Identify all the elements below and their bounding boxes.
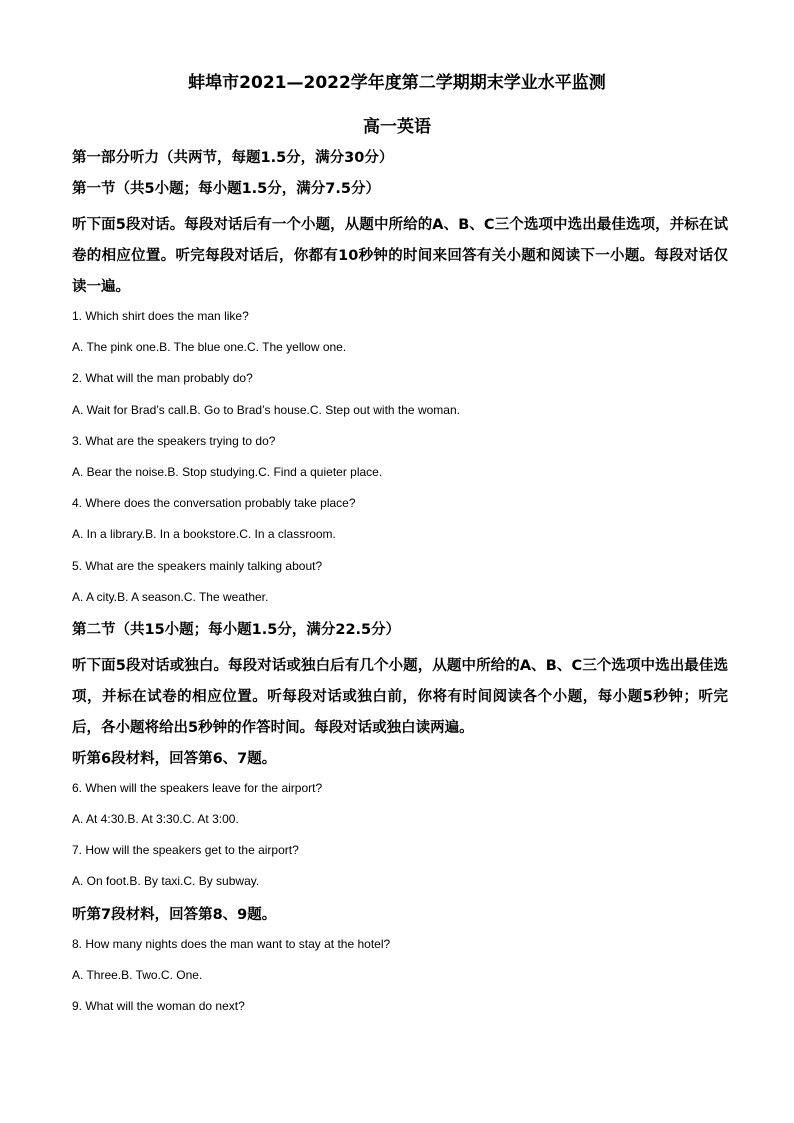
material7-heading: 听第7段材料，回答第8、9题。 — [72, 906, 277, 923]
question-2-options: A. Wait for Brad’s call.B. Go to Brad’s house.C. Step out with the woman. — [72, 402, 460, 417]
exam-content — [72, 148, 728, 1029]
question-5: 5. What are the speakers mainly talking about? — [72, 558, 323, 573]
material6-heading: 听第6段材料，回答第6、7题。 — [72, 750, 277, 767]
question-4-options: A. In a library.B. In a bookstore.C. In a classroom. — [72, 527, 336, 542]
question-8-options: A. Three.B. Two.C. One. — [72, 967, 203, 982]
question-2: 2. What will the man probably do? — [72, 371, 253, 386]
question-3: 3. What are the speakers trying to do? — [72, 433, 276, 448]
section1-heading: 第一节（共5小题；每小题1.5分，满分7.5分） — [72, 181, 380, 197]
section2-instructions: 听下面5段对话或独白。每段对话或独白后有几个小题，从题中所给的A、B、C三个选项中选出最佳选项，并标在试卷的相应位置。听每段对话或独白前，你将有时间阅读各个小题，每小题5秒钟；听完后，各小题将给出5秒钟的作答时间。每段对话或独白读两遍。 — [72, 657, 728, 736]
question-1: 1. Which shirt does the man like? — [72, 309, 249, 323]
part1-heading: 第一部分听力（共两节，每题1.5分，满分30分） — [72, 150, 394, 166]
question-9: 9. What will the woman do next? — [72, 999, 245, 1013]
section2-heading: 第二节（共15小题；每小题1.5分，满分22.5分） — [72, 621, 401, 638]
question-6-options: A. At 4:30.B. At 3:30.C. At 3:00. — [72, 812, 239, 827]
question-3-options: A. Bear the noise.B. Stop studying.C. Find a quieter place. — [72, 464, 383, 479]
question-7-options: A. On foot.B. By taxi.C. By subway. — [72, 874, 260, 889]
exam-title: 蚌埠市2021—2022学年度第二学期期末学业水平监测 — [188, 73, 606, 93]
question-8: 8. How many nights does the man want to stay at the hotel? — [72, 936, 391, 951]
question-7: 7. How will the speakers get to the airport? — [72, 843, 299, 858]
exam-subtitle: 高一英语 — [363, 117, 431, 137]
question-6: 6. When will the speakers leave for the airport? — [72, 780, 323, 795]
question-4: 4. Where does the conversation probably take place? — [72, 496, 356, 511]
question-1-options: A. The pink one.B. The blue one.C. The yellow one. — [72, 340, 347, 355]
question-5-options: A. A city.B. A season.C. The weather. — [72, 589, 269, 604]
section1-instructions: 听下面5段对话。每段对话后有一个小题，从题中所给的A、B、C三个选项中选出最佳选项，并标在试卷的相应位置。听完每段对话后，你都有10秒钟的时间来回答有关小题和阅读下一小题。每段对话仅读一遍。 — [72, 217, 728, 295]
